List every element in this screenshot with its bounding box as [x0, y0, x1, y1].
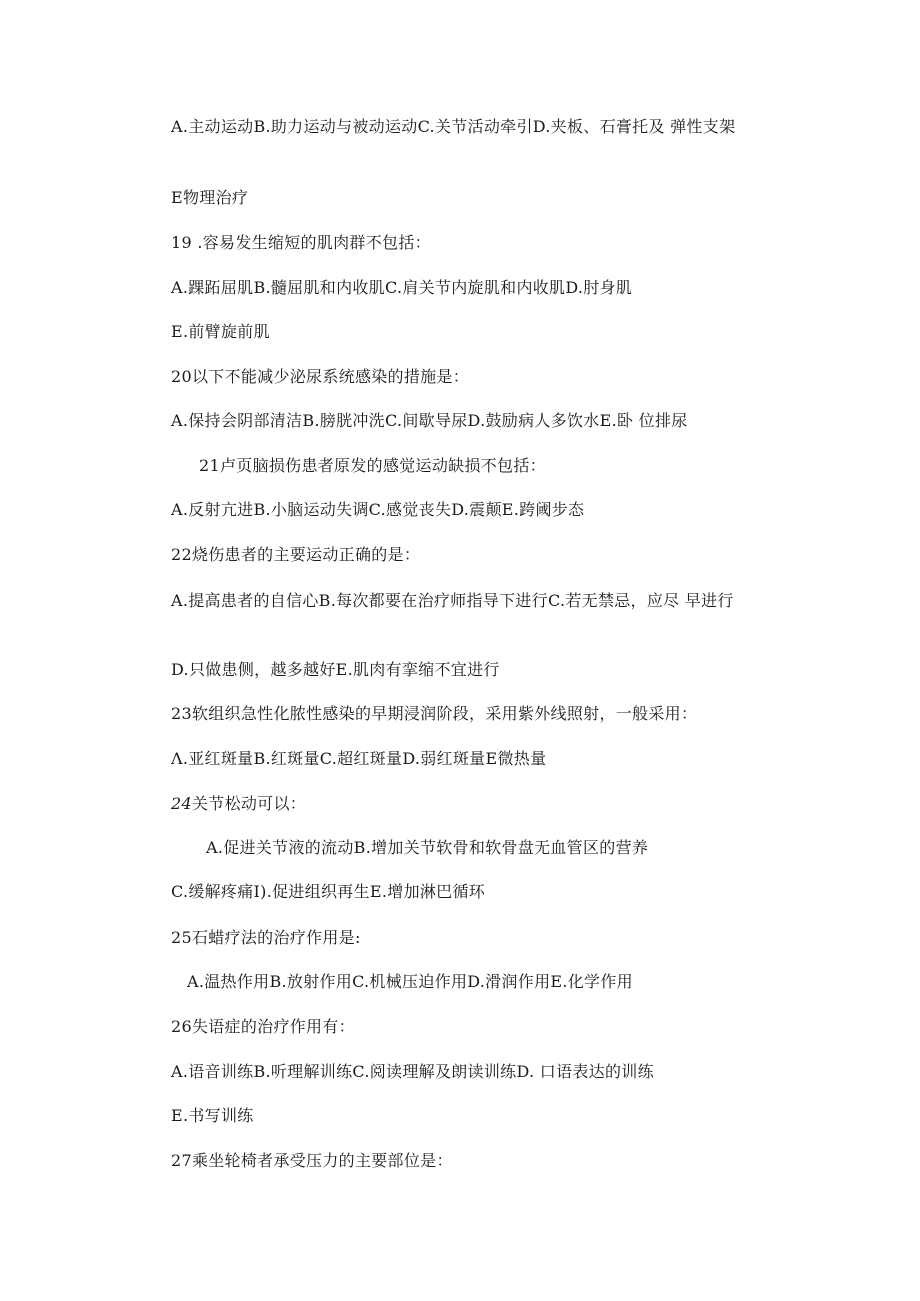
q24-options-line-2: C.缓解疼痛I).促进组织再生E.增加淋巴循环 — [171, 882, 486, 901]
q24-options-line-1: A.促进关节液的流动B.增加关节软骨和软骨盘无血管区的营养 — [206, 838, 649, 857]
q18-options-line-1: A.主动运动B.助力运动与被动运动C.关节活动牵引D.夹板、石膏托及 弹性支架 — [171, 117, 736, 136]
q19-question: 19 .容易发生缩短的肌肉群不包括： — [171, 233, 431, 252]
q18-option-e: E物理治疗 — [171, 188, 249, 207]
q26-question: 26失语症的治疗作用有： — [171, 1017, 355, 1036]
q21-options: A.反射亢进B.小脑运动失调C.感觉丧失D.震颠E.跨阈步态 — [171, 500, 585, 519]
q22-options-line-2: D.只做患侧，越多越好E.肌肉有挛缩不宜进行 — [171, 660, 500, 679]
q25-question: 25石蜡疗法的治疗作用是: — [171, 928, 361, 947]
q20-question: 20以下不能减少泌尿系统感染的措施是： — [171, 367, 470, 386]
q24-number: 24 — [171, 794, 192, 813]
q23-options: Λ.亚红斑量B.红斑量C.超红斑量D.弱红斑量E微热量 — [171, 749, 547, 768]
q27-question: 27乘坐轮椅者承受压力的主要部位是： — [171, 1151, 453, 1170]
q26-options-line-1: A.语音训练B.听理解训练C.阅读理解及朗读训练D. 口语表达的训练 — [171, 1062, 654, 1081]
q24-text: 关节松动可以： — [191, 794, 307, 813]
q24-question — [171, 792, 306, 816]
q19-option-e: E.前臂旋前肌 — [171, 322, 270, 341]
q19-options-line-1: A.踝跖屈肌B.髓屈肌和内收肌C.肩关节内旋肌和内收肌D.肘身肌 — [171, 278, 633, 297]
q23-question: 23软组织急性化脓性感染的早期浸润阶段，采用紫外线照射，一般采用： — [171, 704, 698, 723]
q20-options: A.保持会阴部清洁B.膀胱冲洗C.间歇导尿D.鼓励病人多饮水E.卧 位排尿 — [171, 411, 688, 430]
q22-options-line-1: A.提高患者的自信心B.每次都要在治疗师指导下进行C.若无禁忌，应尽 早进行 — [171, 591, 734, 610]
q21-question: 21卢页脑损伤患者原发的感觉运动缺损不包括： — [199, 456, 546, 475]
q25-options: A.温热作用B.放射作用C.机械压迫作用D.滑润作用E.化学作用 — [187, 972, 633, 991]
q26-option-e: E.书写训练 — [171, 1106, 254, 1125]
q22-question: 22烧伤患者的主要运动正确的是： — [171, 545, 421, 564]
